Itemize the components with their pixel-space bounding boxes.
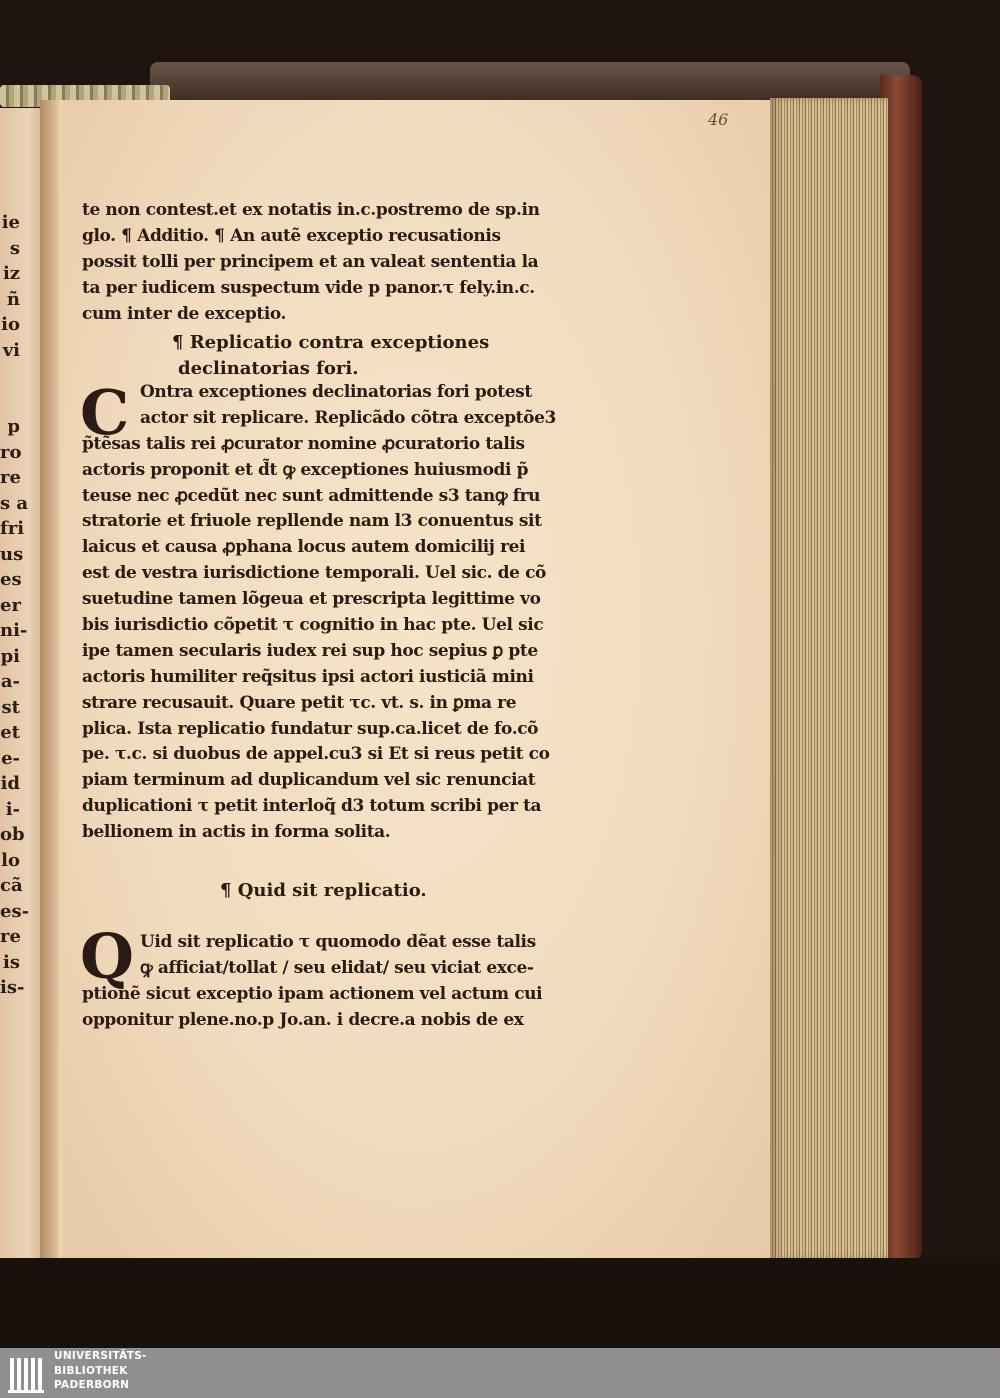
margin-fragment: fri (0, 518, 25, 539)
heading-line: declinatorias fori. (178, 357, 359, 379)
text-line: ꝙ afficiat/tollat / seu elidat/ seu viciat exce- (140, 957, 534, 978)
margin-fragment: i- (5, 798, 20, 820)
margin-fragment: p (7, 416, 20, 437)
margin-fragment: a- (0, 671, 20, 692)
text-line: glo. ¶ Additio. ¶ An autẽ exceptio recusationis (82, 225, 501, 246)
text-line: p̃tẽsas talis rei ꝓcurator nomine ꝓcuratorio talis (82, 433, 525, 454)
margin-fragment: es- (0, 900, 30, 922)
text-line: pe. τ.c. si duobus de appel.cu3 si Et si reus petit co (82, 744, 550, 765)
margin-fragment: ob (0, 824, 25, 845)
text-line: actoris humiliter req̃situs ipsi actori iusticiã mini (82, 666, 534, 687)
text-line: ipe tamen secularis iudex rei sup hoc sepius ꝑ pte (82, 640, 538, 661)
margin-fragment (0, 389, 20, 415)
text-line: ptionẽ sicut exceptio ipam actionem vel actum cui (82, 983, 543, 1004)
text-line: plica. Ista replicatio fundatur sup.ca.licet de fo.cõ (82, 718, 539, 739)
margin-fragment: st (1, 696, 20, 718)
margin-fragment: es (0, 569, 22, 590)
initial-letter-c: C (80, 376, 130, 449)
margin-fragment: ni- (0, 620, 28, 641)
margin-fragment (0, 363, 20, 389)
margin-fragment: vi (2, 339, 20, 361)
margin-fragment: ñ (6, 288, 20, 310)
initial-letter-q: Q (80, 920, 135, 993)
library-logo-text (54, 1349, 147, 1393)
margin-fragment: us (0, 543, 24, 565)
text-line: piam terminum ad duplicandum vel sic renunciat (82, 770, 536, 791)
margin-fragment: s a (0, 492, 29, 514)
text-line: Uid sit replicatio τ quomodo dẽat esse talis (140, 932, 536, 952)
library-logo-icon (8, 1352, 48, 1394)
text-line: teuse nec ꝓcedũt nec sunt admittende s3 tanꝙ fru (82, 485, 541, 506)
text-line: stratorie et friuole repllende nam l3 conuentus sit (82, 511, 542, 532)
margin-fragment: io (1, 314, 20, 335)
margin-fragment: re (0, 926, 21, 947)
text-line: cum inter de exceptio. (82, 303, 287, 324)
text-line: est de vestra iurisdictione temporali. Uel sic. de cõ (82, 563, 546, 584)
margin-fragment: re (0, 467, 21, 488)
margin-fragment: is (3, 951, 20, 973)
text-line: actor sit replicare. Replicãdo cõtra exceptõe3 (140, 407, 556, 428)
gutter (40, 100, 62, 1260)
margin-fragment: id (0, 773, 20, 794)
text-line: suetudine tamen lõgeua et prescripta legittime vo (82, 589, 541, 610)
heading-line: ¶ Replicatio contra exceptiones (172, 332, 490, 353)
scan-background (0, 1258, 1000, 1348)
text-line: strare recusauit. Quare petit τc. vt. s. in ꝑma re (82, 692, 517, 713)
margin-fragment: pi (0, 645, 20, 667)
margin-fragment: s (9, 237, 20, 259)
left-page-margin-text (0, 210, 30, 1001)
text-block-3 (82, 930, 602, 1034)
logo-line: PADERBORN (54, 1379, 130, 1391)
text-line: ta per iudicem suspectum vide p panor.τ fely.in.c. (82, 277, 535, 298)
text-line: bellionem in actis in forma solita. (82, 822, 391, 843)
text-line: actoris proponit et d̃t ꝙ exceptiones huiusmodi p̃ (82, 459, 529, 480)
book-cover-top (150, 62, 910, 102)
text-block-1 (82, 198, 602, 327)
page-edges (770, 98, 888, 1260)
margin-fragment: e- (1, 747, 20, 769)
text-block-2 (80, 376, 602, 846)
margin-fragment: et (0, 722, 20, 743)
text-line: te non contest.et ex notatis in.c.postremo de sp.in (82, 200, 540, 220)
margin-fragment: ro (0, 441, 22, 463)
folio-number: 46 (708, 110, 729, 129)
text-line: laicus et causa ꝓphana locus autem domicilij rei (82, 537, 526, 558)
footer-bar (0, 1348, 1000, 1398)
margin-fragment: ie (1, 212, 20, 233)
margin-fragment: lo (1, 849, 20, 871)
logo-line: BIBLIOTHEK (54, 1364, 128, 1377)
logo-line: UNIVERSITÄTS- (54, 1350, 147, 1362)
margin-fragment: cã (0, 875, 23, 896)
text-line: bis iurisdictio cõpetit τ cognitio in hac pte. Uel sic (82, 615, 544, 636)
text-line: opponitur plene.no.p Jo.an. i decre.a nobis de ex (82, 1009, 524, 1030)
section-heading-replicatio (172, 330, 489, 381)
text-line: possit tolli per principem et an valeat sententia la (82, 251, 539, 272)
margin-fragment: iz (2, 263, 20, 284)
margin-fragment: er (0, 594, 21, 616)
text-line: Ontra exceptiones declinatorias fori potest (140, 382, 532, 402)
section-heading-quid: ¶ Quid sit replicatio. (220, 880, 427, 901)
margin-fragment: is- (0, 977, 25, 998)
text-line: duplicationi τ petit interloq̃ d3 totum scribi per ta (82, 796, 542, 817)
